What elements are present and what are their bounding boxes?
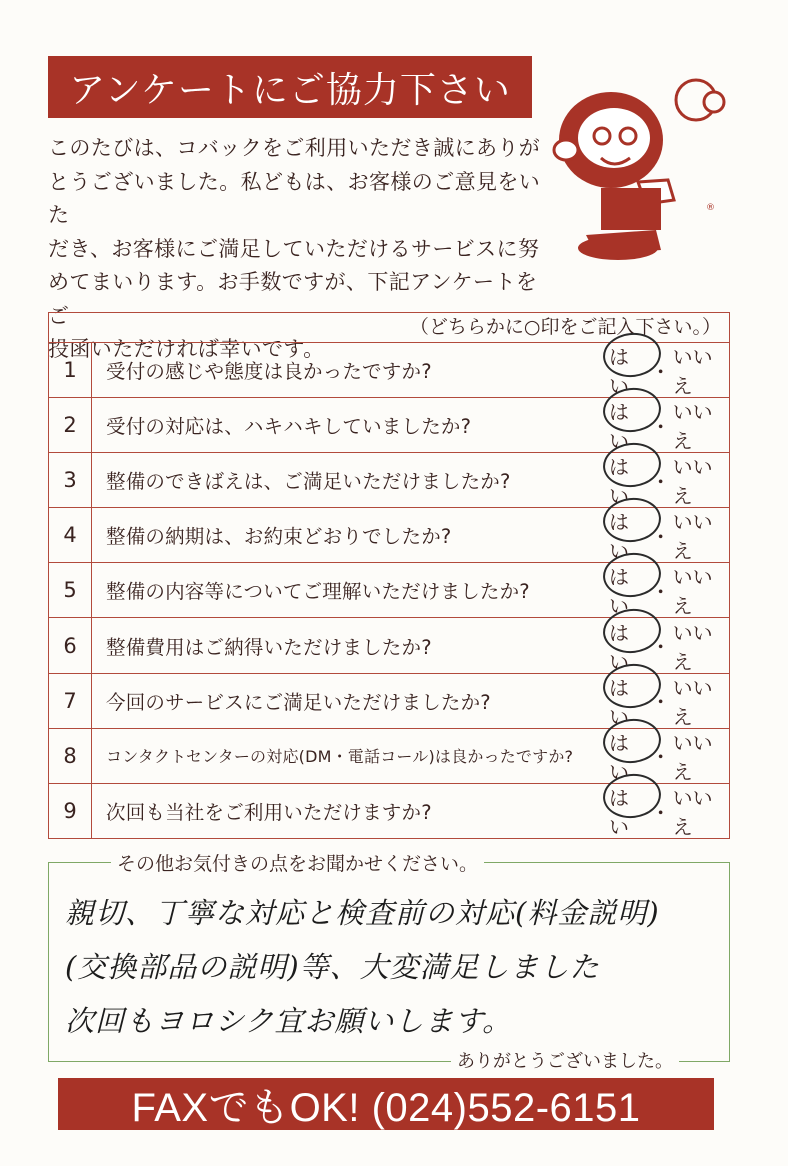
- answer-choice[interactable]: [599, 343, 729, 397]
- question-number: 2: [49, 398, 92, 452]
- answer-yes-label: はい: [609, 786, 629, 840]
- comment-thanks: ありがとうございました。: [451, 1047, 679, 1073]
- answer-separator: ・: [650, 359, 671, 384]
- answer-separator: ・: [650, 469, 671, 494]
- answer-choice[interactable]: [599, 784, 729, 839]
- answer-no[interactable]: いいえ: [672, 510, 713, 564]
- question-text: 整備費用はご納得いただけましたか?: [106, 635, 432, 659]
- handwritten-comment-line: 次回もヨロシク宜お願いします。: [65, 1004, 513, 1038]
- intro-line: だき、お客様にご満足していただけるサービスに努: [48, 236, 540, 261]
- answer-yes-label: はい: [609, 730, 629, 784]
- question-text: 整備の内容等についてご理解いただけましたか?: [106, 580, 530, 604]
- question-number: 9: [49, 784, 92, 839]
- question-number: 8: [49, 729, 92, 783]
- answer-yes-label: はい: [609, 675, 629, 729]
- answer-separator: ・: [650, 635, 671, 660]
- answer-no[interactable]: いいえ: [672, 675, 713, 729]
- handwritten-comment-line: (交換部品の説明)等、大変満足しました: [65, 950, 600, 984]
- answer-no[interactable]: いいえ: [672, 620, 713, 674]
- answer-choice[interactable]: [599, 453, 729, 507]
- question-text: 整備の納期は、お約束どおりでしたか?: [106, 525, 452, 549]
- question-text: 整備のできばえは、ご満足いただけましたか?: [106, 470, 511, 494]
- svg-text:®: ®: [706, 203, 715, 213]
- intro-line: 投函いただければ幸いです。: [48, 337, 325, 361]
- comment-box: [48, 853, 730, 1072]
- answer-separator: ・: [650, 579, 671, 604]
- answer-separator: ・: [650, 745, 671, 770]
- answer-separator: ・: [650, 414, 671, 439]
- answer-no[interactable]: いいえ: [672, 730, 713, 784]
- answer-no[interactable]: いいえ: [672, 565, 713, 619]
- question-number: 5: [49, 563, 92, 617]
- mascot-logo: [546, 70, 776, 285]
- answer-choice[interactable]: [599, 618, 729, 672]
- answer-choice[interactable]: [599, 674, 729, 728]
- answer-separator: ・: [650, 690, 671, 715]
- question-text: 受付の対応は、ハキハキしていましたか?: [106, 415, 472, 439]
- table-header: （どちらかに○印をご記入下さい。）: [49, 313, 729, 343]
- question-row: [49, 784, 729, 839]
- fax-banner: FAXでもOK! (024)552-6151: [58, 1078, 714, 1130]
- intro-line: めてまいります。お手数ですが、下記アンケートをご: [48, 270, 538, 328]
- question-number: 7: [49, 674, 92, 728]
- answer-yes-label: はい: [609, 565, 629, 619]
- answer-choice[interactable]: [599, 563, 729, 617]
- question-number: 4: [49, 508, 92, 562]
- survey-title: アンケートにご協力下さい: [48, 56, 532, 118]
- answer-yes-label: はい: [609, 455, 629, 509]
- answer-no[interactable]: いいえ: [672, 400, 713, 454]
- answer-no[interactable]: いいえ: [672, 786, 713, 840]
- answer-no[interactable]: いいえ: [672, 455, 713, 509]
- answer-separator: ・: [650, 524, 671, 549]
- answer-yes-label: はい: [609, 345, 629, 399]
- question-number: 1: [49, 343, 92, 397]
- question-text: 今回のサービスにご満足いただけましたか?: [106, 690, 491, 714]
- answer-choice[interactable]: [599, 398, 729, 452]
- answer-yes-label: はい: [609, 510, 629, 564]
- answer-separator: ・: [650, 800, 671, 825]
- survey-table: [48, 312, 730, 839]
- question-text: 受付の感じや態度は良かったですか?: [106, 360, 432, 384]
- intro-line: とうございました。私どもは、お客様のご意見をいた: [48, 169, 541, 227]
- answer-choice[interactable]: [599, 508, 729, 562]
- handwritten-comment-line: 親切、丁寧な対応と検査前の対応(料金説明): [65, 896, 660, 930]
- answer-yes[interactable]: [609, 782, 647, 840]
- question-text: コンタクトセンターの対応(DM・電話コール)は良かったですか?: [106, 747, 574, 767]
- intro-line: このたびは、コバックをご利用いただき誠にありが: [48, 136, 541, 160]
- comment-label: その他お気付きの点をお聞かせください。: [111, 849, 484, 876]
- answer-choice[interactable]: [599, 729, 729, 783]
- answer-no[interactable]: いいえ: [672, 345, 713, 399]
- answer-yes-label: はい: [609, 620, 629, 674]
- answer-yes-label: はい: [609, 400, 629, 454]
- question-text: 次回も当社をご利用いただけますか?: [106, 801, 432, 825]
- question-number: 3: [49, 453, 92, 507]
- question-number: 6: [49, 618, 92, 672]
